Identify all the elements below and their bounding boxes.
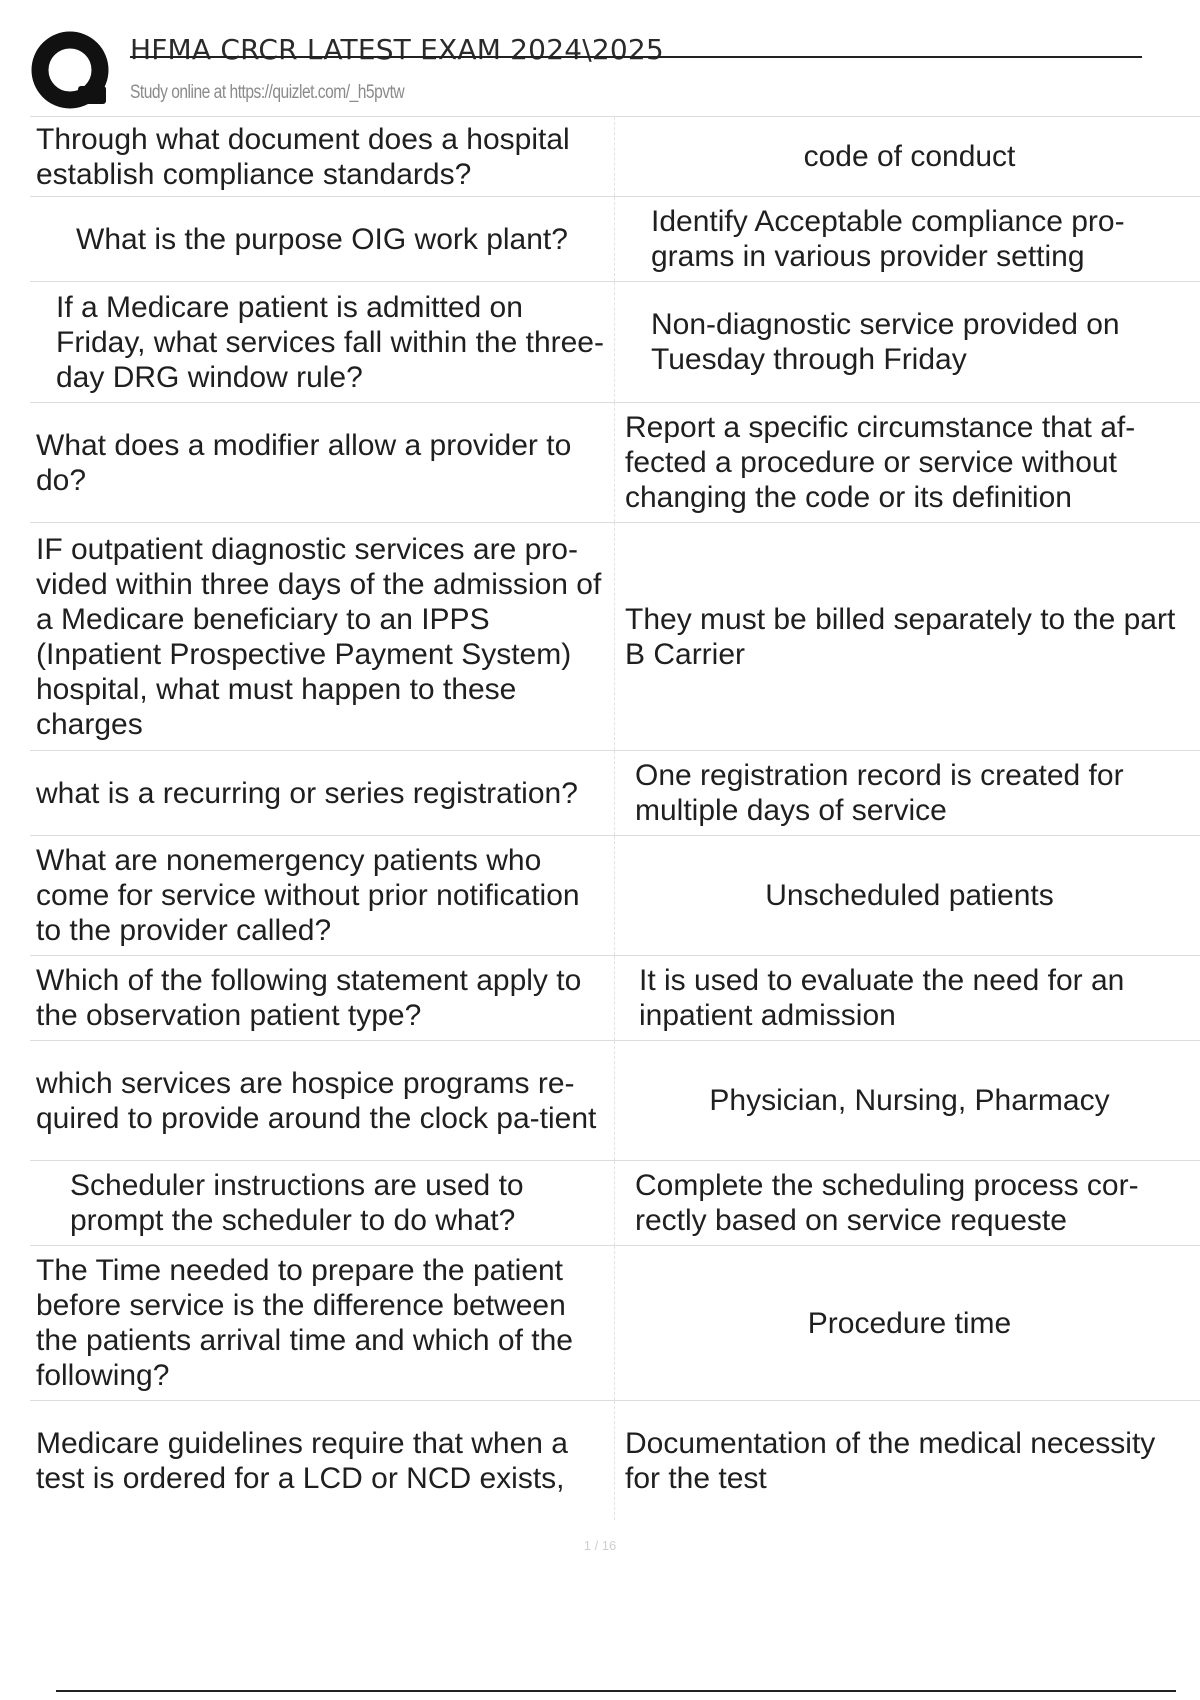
card-term: Through what document does a hospital establish compliance standards? [30,117,615,196]
card-definition: Report a specific circumstance that af-fected a procedure or service without changing the code or its definition [625,411,1136,514]
flashcard-row [30,281,1200,402]
flashcard-row [30,1040,1200,1160]
flashcard-row [30,835,1200,955]
flashcard-list [30,116,1200,1520]
card-term: which services are hospice programs re-quired to provide around the clock pa-tient [30,1041,615,1160]
card-definition: Identify Acceptable compliance pro-grams in various provider setting [651,205,1125,273]
flashcard-row [30,196,1200,281]
card-definition: They must be billed separately to the part B Carrier [625,602,1176,671]
flashcard-row [30,955,1200,1040]
card-definition: Unscheduled patients [765,879,1054,912]
card-definition: Complete the scheduling process cor-rectly based on service requeste [635,1169,1139,1237]
card-term: Medicare guidelines require that when a test is ordered for a LCD or NCD exists, [30,1401,615,1520]
flashcard-row [30,1245,1200,1400]
card-term: Scheduler instructions are used to prompt the scheduler to do what? [30,1161,615,1245]
card-definition: Physician, Nursing, Pharmacy [709,1084,1110,1117]
card-term: What does a modifier allow a provider to do? [30,403,615,522]
document-title: HFMA CRCR LATEST EXAM 2024\2025 [130,33,664,66]
card-term: IF outpatient diagnostic services are pro-vided within three days of the admission of a Medicare beneficiary to an IPPS (Inpatient Prospective Payment System) hospital, what must happen to these charges [30,523,615,750]
flashcard-row [30,1400,1200,1520]
card-definition: code of conduct [803,140,1016,173]
card-term: What are nonemergency patients who come for service without prior notification to the provider called? [30,836,615,955]
card-term: what is a recurring or series registration? [30,751,615,835]
card-term: What is the purpose OIG work plant? [30,197,615,281]
page-number: 1 / 16 [583,1538,617,1553]
card-definition: It is used to evaluate the need for an inpatient admission [639,964,1125,1032]
card-term: Which of the following statement apply to the observation patient type? [30,956,615,1040]
card-definition: One registration record is created for multiple days of service [635,759,1124,827]
card-definition: Documentation of the medical necessity for the test [625,1426,1156,1495]
header-divider [130,56,1142,58]
card-definition: Procedure time [807,1306,1012,1340]
flashcard-row [30,750,1200,835]
card-definition: Non-diagnostic service provided on Tuesday through Friday [651,308,1120,376]
flashcard-row [30,522,1200,750]
study-online-link[interactable]: Study online at https://quizlet.com/_h5pvtw [130,82,405,103]
flashcard-row [30,1160,1200,1245]
card-term: If a Medicare patient is admitted on Friday, what services fall within the three-day DRG window rule? [30,282,615,402]
quizlet-q-logo-icon [30,30,112,112]
flashcard-row [30,402,1200,522]
card-term: The Time needed to prepare the patient before service is the difference between the patients arrival time and which of the following? [30,1246,615,1400]
footer-divider [56,1690,1176,1692]
flashcard-row [30,116,1200,196]
